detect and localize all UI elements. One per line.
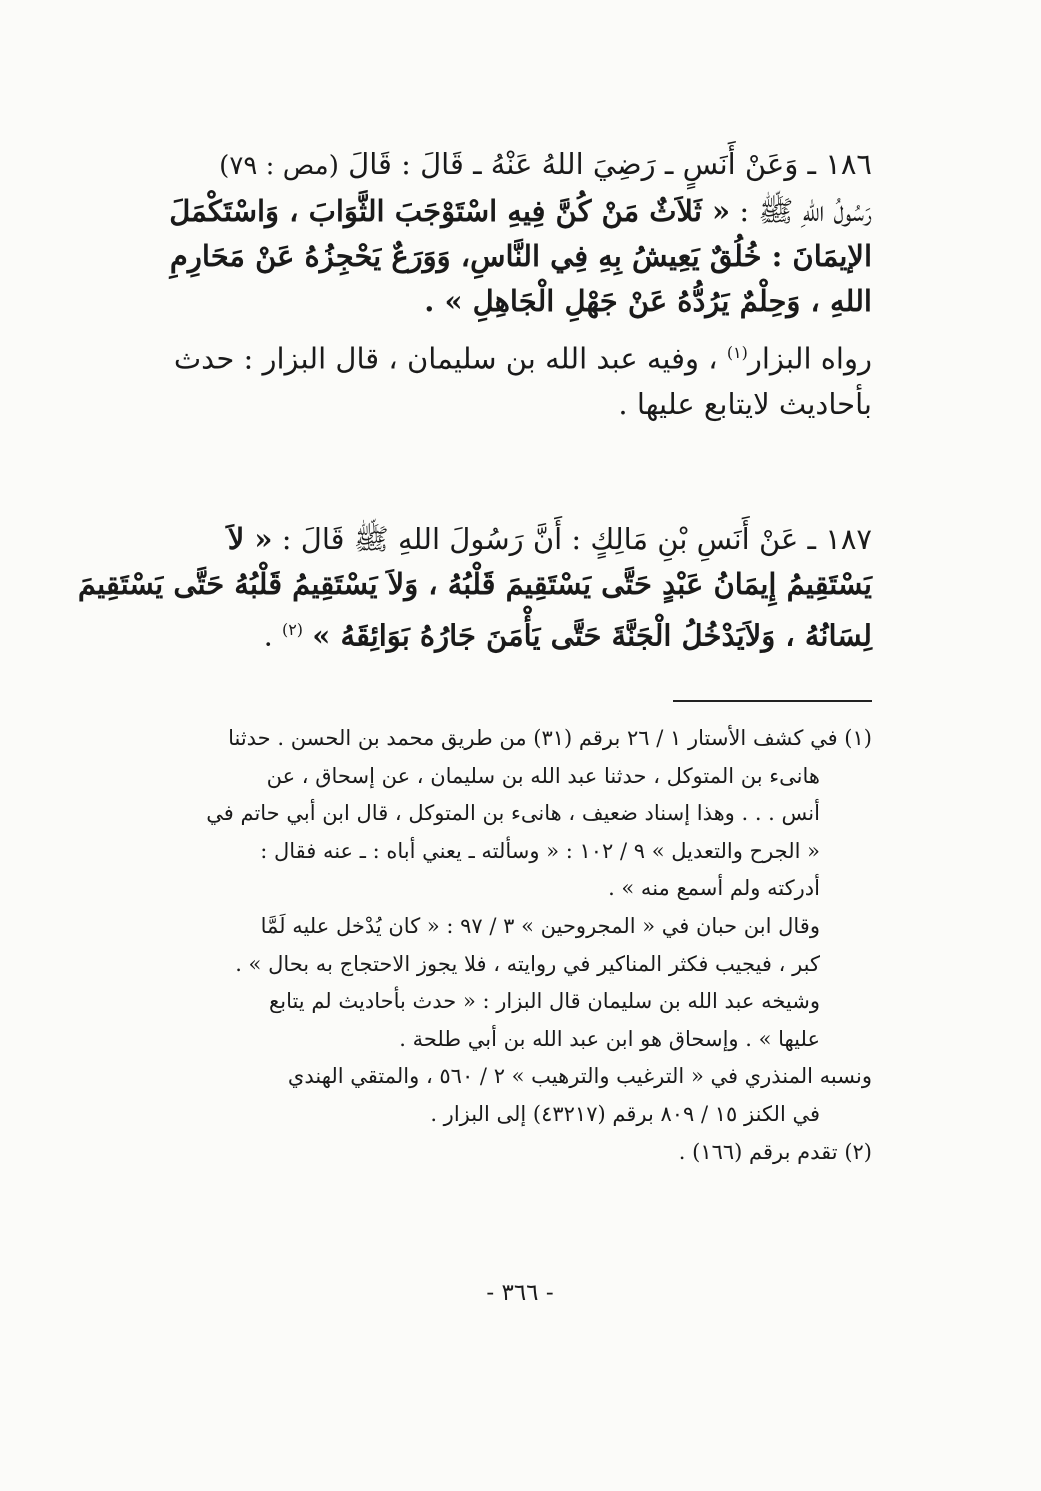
footnote-marker-2: (٢): [282, 620, 303, 639]
footnote-separator: [673, 700, 872, 702]
footnote-1-line-11: في الكنز ١٥ / ٨٠٩ برقم (٤٣٢١٧) إلى البزار .: [430, 1101, 820, 1126]
hadith-187: [77, 517, 872, 659]
hadith-186-line-4: اللهِ ، وَحِلْمٌ يَرُدُّهُ عَنْ جَهْلِ الْجَاهِلِ » .: [424, 284, 872, 318]
footnote-2-line-1: (٢) تقدم برقم (١٦٦) .: [678, 1139, 872, 1164]
footnote-1-line-1: (١) في كشف الأستار ١ / ٢٦ برقم (٣١) من طريق محمد بن الحسن . حدثنا: [228, 726, 872, 750]
page-number: - ٣٦٦ -: [486, 1280, 554, 1306]
source-ref: (مص : ٧٩): [219, 151, 339, 181]
footnote-1-line-2: هانىء بن المتوكل ، حدثنا عبد الله بن سليمان ، عن إسحاق ، عن: [266, 763, 820, 788]
hadith-186-line-6: بأحاديث لايتابع عليها .: [618, 386, 872, 421]
footnote-1-line-5: أدركته ولم أسمع منه » .: [608, 876, 820, 901]
hadith-187-line-2: يَسْتَقِيمُ إِيمَانُ عَبْدٍ حَتَّى يَسْتَقِيمَ قَلْبُهُ ، وَلاَ يَسْتَقِيمُ قَلْبُهُ حَتَّى يَسْتَقِيمَ: [77, 567, 872, 601]
hadith-186: [169, 142, 872, 427]
hadith-186-line-3: الإيمَانَ : خُلُقٌ يَعِيشُ بِهِ فِي النَّاسِ، وَوَرَعٌ يَحْجِزُهُ عَنْ مَحَارِمِ: [169, 239, 872, 273]
hadith-186-line-2: رَسُولُ اللهِ ﷺ : « ثَلاَثٌ مَنْ كُنَّ فِيهِ اسْتَوْجَبَ الثَّوَابَ ، وَاسْتَكْمَلَ: [169, 194, 872, 228]
footnote-1-line-9: عليها » . وإسحاق هو ابن عبد الله بن أبي طلحة .: [399, 1026, 820, 1051]
footnote-marker-1: (١): [726, 343, 748, 362]
hadith-187-line-1: ١٨٧ ـ عَنْ أَنَسِ بْنِ مَالِكٍ : أَنَّ رَسُولَ اللهِ ﷺ قَالَ : « لاَ: [227, 522, 872, 556]
hadith-186-line-5: رواه البزار$^{(١)}$ ، وفيه عبد الله بن سليمان ، قال البزار : حدث: [173, 341, 872, 376]
footnotes: [190, 720, 872, 1171]
hadith-186-line-1: ١٨٦ ـ وَعَنْ أَنَسٍ ـ رَضِيَ اللهُ عَنْهُ ـ قَالَ : قَالَ (مص : ٧٩): [219, 147, 872, 181]
hadith-187-line-3: لِسَانُهُ ، وَلاَيَدْخُلُ الْجَنَّةَ حَتَّى يَأْمَنَ جَارُهُ بَوَائِقَهُ » $^{(٢)}$ .: [263, 618, 872, 653]
footnote-1-line-7: كبر ، فيجيب فكثر المناكير في روايته ، فلا يجوز الاحتجاج به بحال » .: [235, 951, 820, 976]
footnote-1-line-8: وشيخه عبد الله بن سليمان قال البزار : « حدث بأحاديث لم يتابع: [269, 989, 820, 1014]
footnote-1-line-6: وقال ابن حبان في « المجروحين » ٣ / ٩٧ : « كان يُدْخل عليه لَمَّا: [260, 913, 820, 938]
footnote-1-line-4: « الجرح والتعديل » ٩ / ١٠٢ : « وسألته ـ يعني أباه : ـ عنه فقال :: [260, 838, 820, 863]
footnote-1-line-3: أنس . . . وهذا إسناد ضعيف ، هانىء بن المتوكل ، قال ابن أبي حاتم في: [206, 801, 820, 826]
footnote-1-line-10: ونسبه المنذري في « الترغيب والترهيب » ٢ / ٥٦٠ ، والمتقي الهندي: [287, 1064, 872, 1089]
